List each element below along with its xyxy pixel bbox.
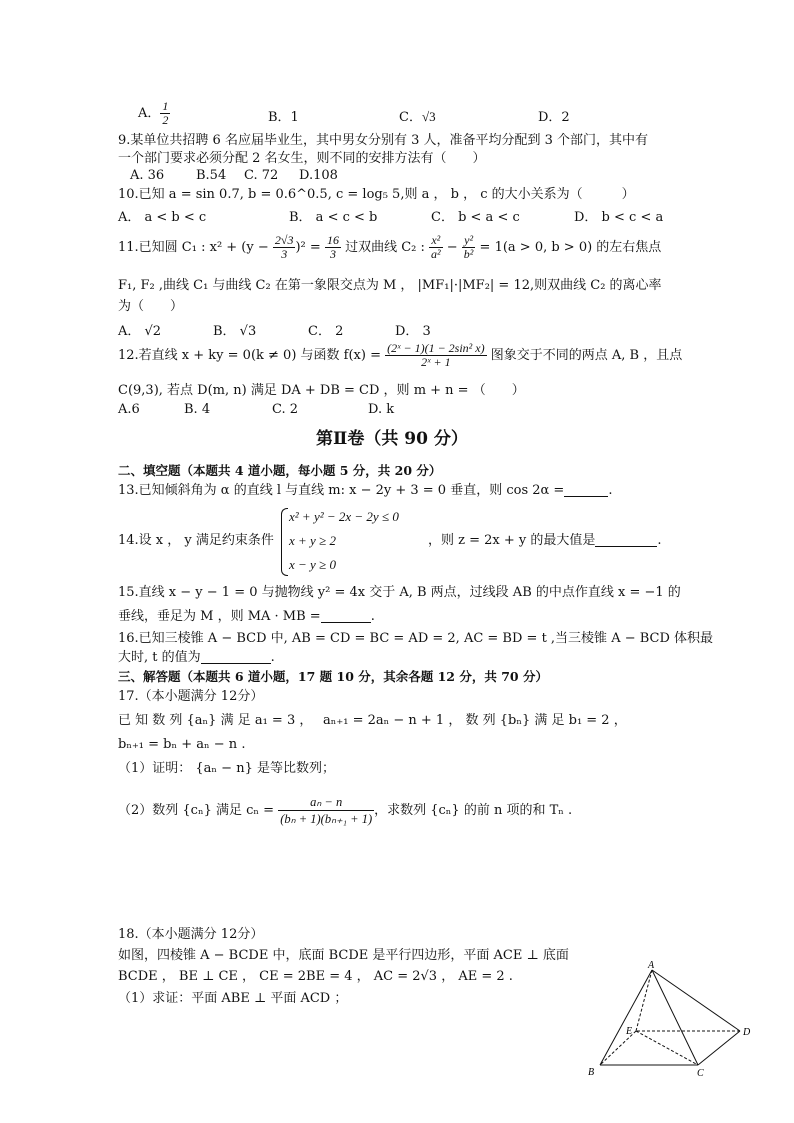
q12-frac-den: 2ˣ + 1 (421, 355, 451, 369)
q8-choice-b: B．1 (268, 110, 299, 125)
q14-cond2: x + y ≥ 2 (289, 533, 336, 548)
q14-prefix: 14.设 x ， y 满足约束条件 (118, 533, 274, 548)
q16-line2: 大时, t 的值为 . (118, 650, 275, 665)
q10-stem: 10.已知 a = sin 0.7, b = 0.6^0.5, c = log₅ 5,则 a ， b ， c 的大小关系为（ ） (118, 187, 635, 202)
q11-text-e: = 1(a > 0, b > 0) 的左右焦点 (475, 240, 662, 255)
q12-text-a: 12.若直线 x + ky = 0(k ≠ 0) 与函数 f(x) = (118, 348, 386, 363)
fill-in-header: 二、填空题（本题共 4 道小题，每小题 5 分，共 20 分） (118, 463, 442, 478)
q11-frac3-den: a² (431, 247, 441, 261)
q17-part2-num: aₙ − n (278, 794, 374, 811)
q9-line2: 一个部门要求必须分配 2 名女生，则不同的安排方法有（ ） (118, 151, 486, 166)
q14-cond1: x² + y² − 2x − 2y ≤ 0 (289, 509, 399, 524)
label-E: E (626, 1026, 633, 1037)
q16-line1: 16.已知三棱锥 A − BCD 中, AB = CD = BC = AD = 2, AC = BD = t ,当三棱锥 A − BCD 体积最 (118, 631, 714, 646)
q8-a-num: 1 (162, 99, 169, 113)
q17-part1: （1）证明： {aₙ − n} 是等比数列； (118, 761, 335, 776)
q11-choice-a: A． √2 (118, 324, 162, 339)
q15-line2-text: 垂线，垂足为 M ，则 MA · MB = (118, 609, 321, 624)
q11-line3: 为（ ） (118, 299, 184, 314)
q8-choice-d: D．2 (538, 110, 570, 125)
label-A: A (648, 960, 655, 971)
q15-line1: 15.直线 x − y − 1 = 0 与抛物线 y² = 4x 交于 A, B 两点，过线段 AB 的中点作直线 x = −1 的 (118, 585, 681, 600)
q15-line2: 垂线，垂足为 M ，则 MA · MB = . (118, 609, 375, 624)
q9-choice-c: C. 72 (244, 168, 279, 183)
q11-text-d: − (442, 240, 462, 255)
q17-title: 17.（本小题满分 12分） (118, 689, 264, 704)
q9-choice-b: B.54 (196, 168, 227, 183)
q10-choice-a: A． a < b < c (118, 210, 207, 225)
q8-a-label: A． (138, 106, 161, 121)
q11-frac2 (325, 234, 341, 261)
q16-line2-text: 大时, t 的值为 (118, 650, 201, 665)
q13: 13.已知倾斜角为 α 的直线 l 与直线 m: x − 2y + 3 = 0 垂直，则 cos 2α = . (118, 483, 613, 498)
q12-choice-c: C. 2 (272, 402, 299, 417)
q12-line2: C(9,3), 若点 D(m, n) 满足 DA + DB = CD ，则 m + n = （ ） (118, 383, 525, 398)
q14-suffix: ，则 z = 2x + y 的最大值是 . (428, 533, 662, 548)
q8-a-den: 2 (162, 113, 169, 127)
q18-line1: 如图，四棱锥 A − BCDE 中，底面 BCDE 是平行四边形，平面 ACE ⊥ 底面 (118, 948, 569, 963)
edge-A-B (600, 970, 652, 1065)
edge-E-C (636, 1031, 698, 1065)
q8-c-label: C． (399, 110, 422, 125)
q18-line2: BCDE ， BE ⊥ CE ， CE = 2BE = 4 ， AC = 2√3 ， AE = 2 . (118, 969, 513, 984)
solve-header: 三、解答题（本题共 6 道小题，17 题 10 分，其余各题 12 分，共 70 分） (118, 669, 548, 684)
edge-A-C (652, 970, 698, 1065)
q9-choice-d: D.108 (299, 168, 338, 183)
q11-frac1-num: 2√3 (274, 233, 294, 247)
label-C: C (697, 1068, 704, 1079)
q12-choice-d: D. k (368, 402, 395, 417)
q11-line2: F₁, F₂ ,曲线 C₁ 与曲线 C₂ 在第一象限交点为 M ， |MF₁|·|MF₂| = 12,则双曲线 C₂ 的离心率 (118, 278, 662, 293)
q16-answer-blank[interactable] (201, 649, 271, 664)
q17-part2-frac (278, 794, 374, 827)
q12-choice-a: A.6 (118, 402, 140, 417)
q9-line1: 9.某单位共招聘 6 名应届毕业生，其中男女分别有 3 人，准备平均分配到 3 个部门，其中有 (118, 133, 649, 148)
q17-line2: bₙ₊₁ = bₙ + aₙ − n . (118, 737, 246, 752)
q18-part1: （1）求证：平面 ABE ⊥ 平面 ACD ； (118, 991, 348, 1006)
q13-text: 13.已知倾斜角为 α 的直线 l 与直线 m: x − 2y + 3 = 0 垂直，则 cos 2α = (118, 483, 565, 498)
q18-title: 18.（本小题满分 12分） (118, 927, 264, 942)
q11-frac2-num: 16 (326, 233, 339, 247)
q11-frac3 (429, 234, 443, 261)
q9-choice-a: A. 36 (130, 168, 165, 183)
q11-frac4 (462, 234, 476, 261)
q17-line1: 已 知 数 列 {aₙ} 满 足 a₁ = 3 ， aₙ₊₁ = 2aₙ − n + 1 ， 数 列 {bₙ} 满 足 b₁ = 2 ， (118, 713, 627, 728)
q17-part2-text-a: （2）数列 {cₙ} 满足 cₙ = (118, 803, 279, 818)
q10-choice-b: B． a < c < b (289, 210, 378, 225)
q12-frac-num: (2ˣ − 1)(1 − 2sin² x) (387, 341, 485, 355)
q17-part2-den: (bₙ + 1)(bₙ₊₁ + 1) (280, 812, 373, 826)
q8-choice-c (399, 106, 436, 125)
q11-text-c: 过双曲线 C₂ : (340, 240, 430, 255)
q12-line1 (118, 342, 682, 370)
edge-A-D (652, 970, 740, 1031)
pyramid-figure (580, 958, 760, 1080)
q14-brace (281, 508, 288, 576)
q11-line1 (118, 234, 661, 262)
edge-C-D (698, 1031, 740, 1065)
q14-cond3: x − y ≥ 0 (289, 557, 336, 572)
q11-frac4-num: y² (462, 234, 476, 248)
label-D: D (743, 1027, 751, 1038)
q11-frac2-den: 3 (329, 247, 336, 261)
q10-choice-d: D． b < c < a (574, 210, 664, 225)
q11-text-a: 11.已知圆 C₁ : x² + (y − (118, 240, 273, 255)
q13-answer-blank[interactable] (564, 482, 608, 497)
q11-frac4-den: b² (463, 247, 474, 261)
q17-part2-text-b: ，求数列 {cₙ} 的前 n 项的和 Tₙ . (374, 803, 573, 818)
q15-answer-blank[interactable] (321, 608, 371, 623)
q12-text-b: 图象交于不同的两点 A, B ，且点 (486, 348, 683, 363)
q8-c-value: √3 (421, 109, 436, 124)
label-B: B (588, 1067, 595, 1078)
q8-choice-a (138, 100, 170, 127)
q11-frac1-den: 3 (281, 247, 288, 261)
q11-choice-b: B． √3 (213, 324, 257, 339)
q11-frac1 (273, 234, 296, 261)
q11-choice-c: C． 2 (308, 324, 344, 339)
part2-title: 第Ⅱ卷（共 90 分） (316, 429, 468, 449)
q11-frac3-num: x² (429, 234, 443, 248)
q11-text-b: )² = (295, 240, 325, 255)
q14-suffix-text: ，则 z = 2x + y 的最大值是 (428, 533, 596, 548)
q12-choice-b: B. 4 (184, 402, 211, 417)
q17-part2 (118, 794, 572, 828)
q14-answer-blank[interactable] (595, 532, 657, 547)
edge-A-E (636, 970, 652, 1031)
q10-choice-c: C． b < a < c (431, 210, 520, 225)
q12-frac (385, 342, 487, 369)
q8-a-fraction (160, 100, 170, 127)
q11-choice-d: D． 3 (395, 324, 431, 339)
